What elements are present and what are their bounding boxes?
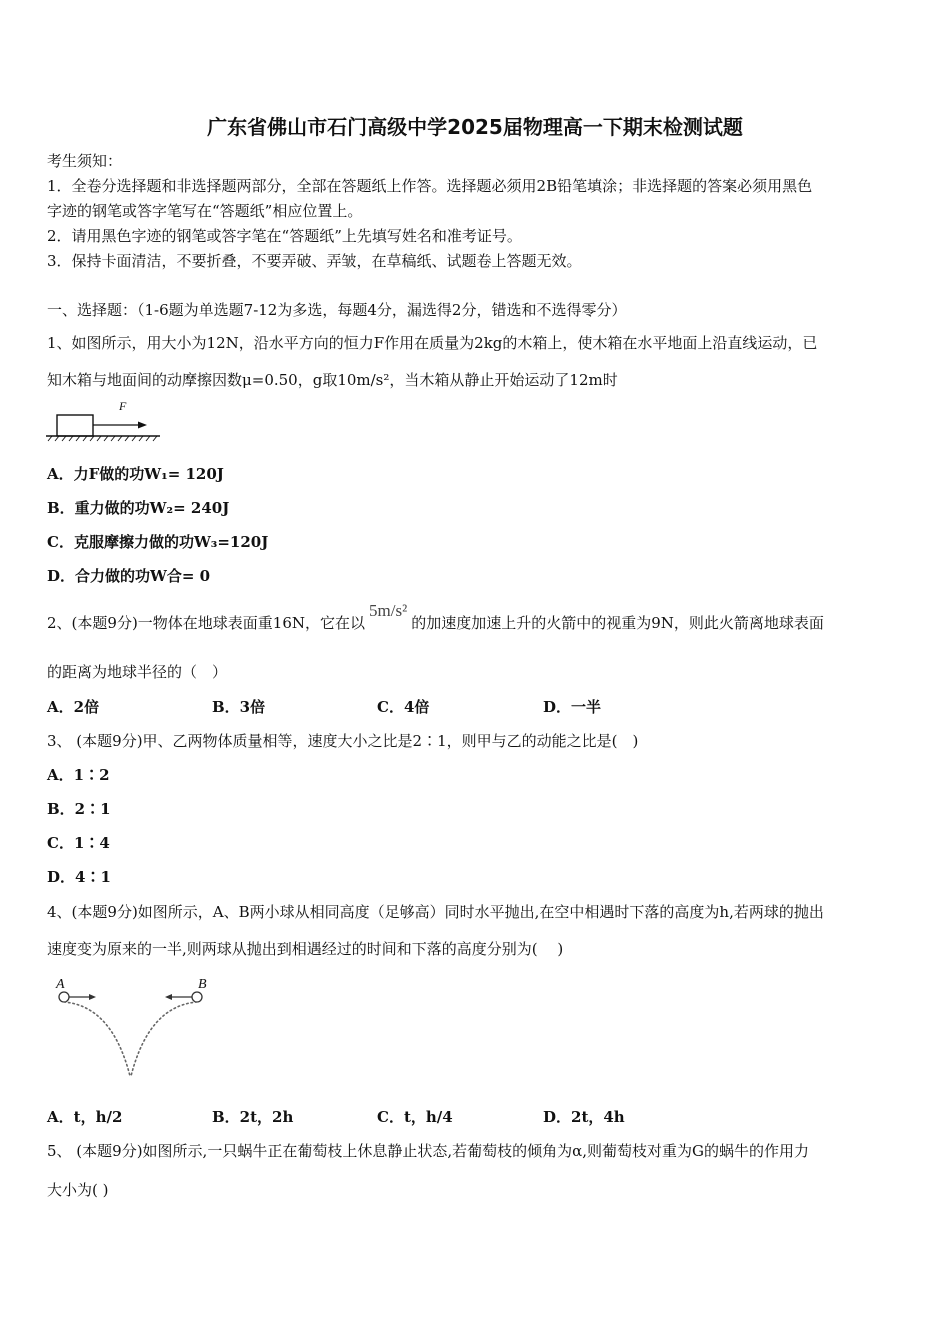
q4-stem-line1: 4、(本题9分)如图所示，A、B两小球从相同高度（足够高）同时水平抛出,在空中相遇时下落的高度为h,若两球的抛出 [47,903,824,921]
force-label: F [119,399,127,413]
q4-stem-line2: 速度变为原来的一半,则两球从抛出到相遇经过的时间和下落的高度分别为( ) [47,940,564,958]
q2-stem-line2: 的距离为地球半径的（ ） [47,663,228,681]
q3-option-b: B．2∶1 [47,800,111,818]
q2-option-b: B．3倍 [212,698,266,716]
section-heading: 一、选择题：（1-6题为单选题7-12为多选，每题4分，漏选得2分，错选和不选得零分） [47,301,627,319]
ground-hatching [48,436,157,441]
ball-a [59,992,69,1002]
ball-b-label: B [198,977,207,992]
trajectory-a [64,1002,130,1076]
q1-box-force-figure [44,396,168,444]
force-arrow-head [138,422,147,429]
ball-b [192,992,202,1002]
trajectory-b [131,1002,197,1076]
q1-option-a: A．力F做的功W₁= 120J [47,465,224,483]
q4-option-c: C．t，h/4 [377,1108,453,1126]
q1-stem-line1: 1、如图所示，用大小为12N，沿水平方向的恒力F作用在质量为2kg的木箱上，使木箱在水平地面上沿直线运动，已 [47,334,818,352]
ball-a-label: A [56,977,65,992]
notice-item-1: 1．全卷分选择题和非选择题两部分，全部在答题纸上作答。选择题必须用2B铅笔填涂；非选择题的答案必须用黑色 [47,177,813,195]
q5-stem-line2: 大小为( ) [47,1181,109,1199]
crate [57,415,93,436]
notice-item-3: 3．保持卡面清洁，不要折叠，不要弄破、弄皱，在草稿纸、试题卷上答题无效。 [47,252,582,270]
velocity-arrow-a-head [89,994,96,1000]
notice-item-1-cont: 字迹的钢笔或答字笔写在“答题纸”相应位置上。 [47,202,363,220]
q3-option-a: A．1∶2 [47,766,110,784]
q1-stem-line2: 知木箱与地面间的动摩擦因数μ=0.50，g取10m/s²，当木箱从静止开始运动了12m时 [47,371,618,389]
q2-option-d: D．一半 [543,698,602,716]
q3-option-c: C．1∶4 [47,834,110,852]
q2-stem-line1 [47,601,824,633]
q2-stem-part1: 2、(本题9分)一物体在地球表面重16N，它在以 [47,614,366,632]
q5-stem-line1: 5、 (本题9分)如图所示,一只蜗牛正在葡萄枝上休息静止状态,若葡萄枝的倾角为α,则葡萄枝对重为G的蜗牛的作用力 [47,1142,809,1160]
q3-option-d: D．4∶1 [47,868,111,886]
notice-item-2: 2．请用黑色字迹的钢笔或答字笔在“答题纸”上先填写姓名和准考证号。 [47,227,522,245]
q2-stem-part2: 的加速度加速上升的火箭中的视重为9N，则此火箭离地球表面 [411,614,824,632]
page-title: 广东省佛山市石门高级中学2025届物理高一下期末检测试题 [207,115,743,139]
q1-option-d: D．合力做的功W合= 0 [47,567,211,585]
q1-option-b: B．重力做的功W₂= 240J [47,499,230,517]
q4-option-b: B．2t，2h [212,1108,294,1126]
velocity-arrow-b-head [165,994,172,1000]
q4-option-d: D．2t，4h [543,1108,625,1126]
notice-heading: 考生须知： [47,152,123,170]
q3-stem: 3、 (本题9分)甲、乙两物体质量相等，速度大小之比是2∶1，则甲与乙的动能之比是( ) [47,732,639,750]
q4-option-a: A．t，h/2 [47,1108,123,1126]
q2-option-a: A．2倍 [47,698,100,716]
q2-acceleration: 5m/s² [369,601,408,620]
q4-projectile-figure [50,970,220,1082]
q1-option-c: C．克服摩擦力做的功W₃=120J [47,533,269,551]
q2-option-c: C．4倍 [377,698,430,716]
